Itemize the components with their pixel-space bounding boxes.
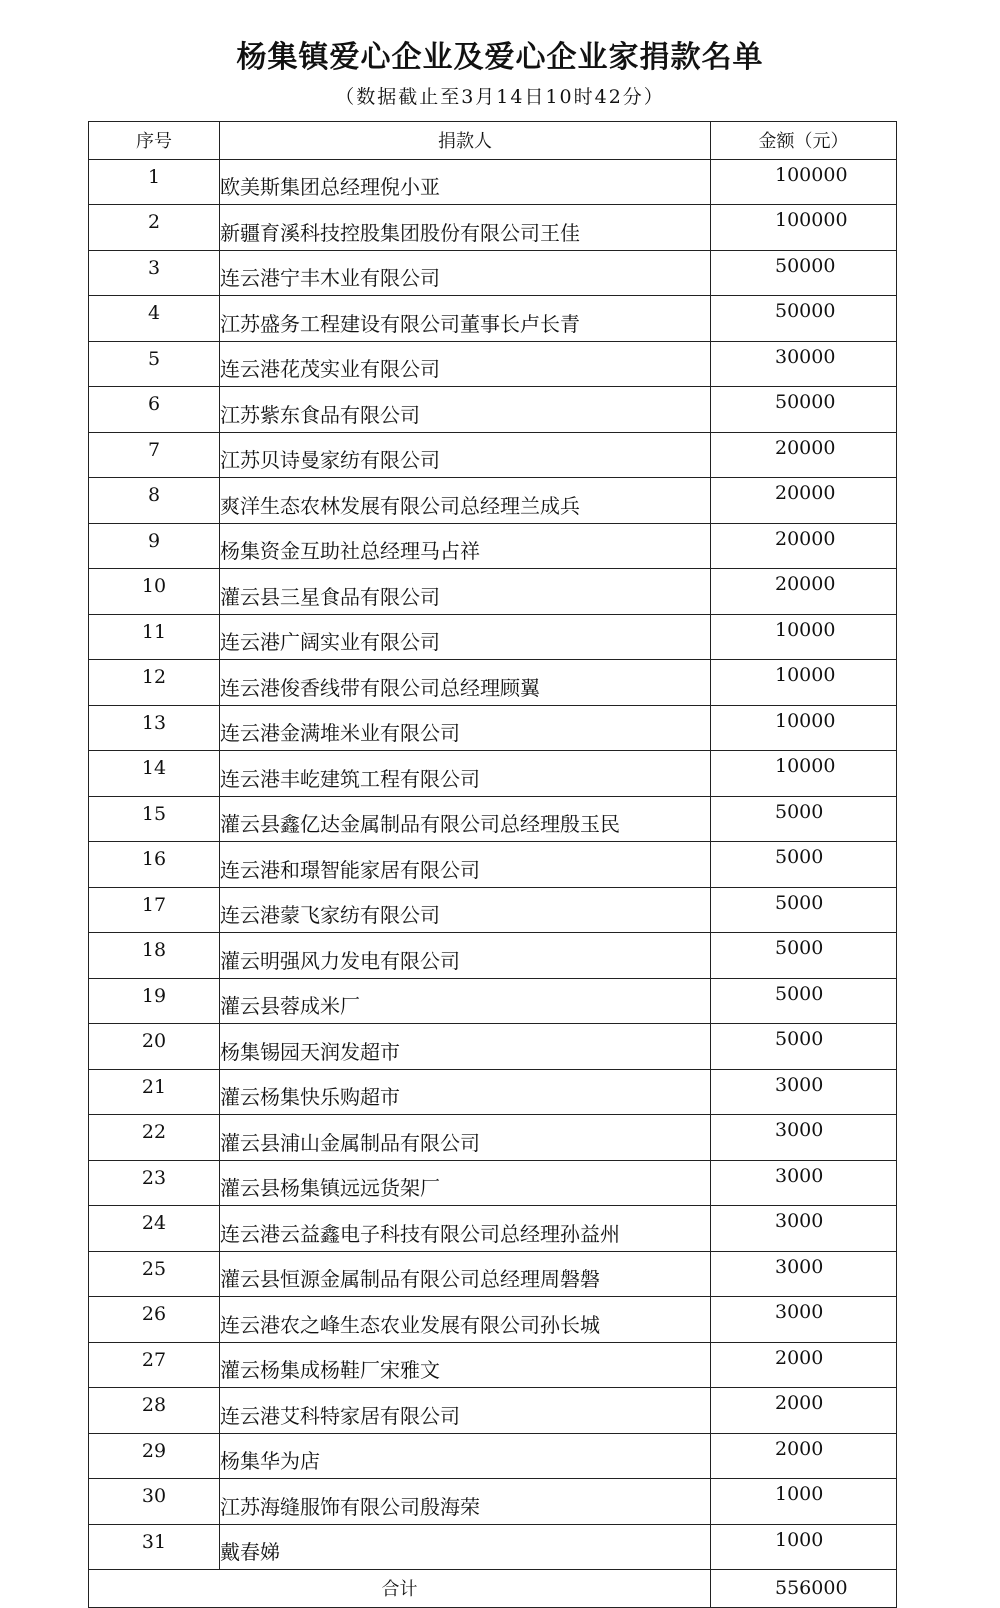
document-subtitle: （数据截止至3月14日10时42分） — [335, 86, 665, 108]
row-amount: 2000 — [711, 1433, 897, 1479]
table-body — [89, 159, 897, 1570]
header-amount: 金额（元） — [711, 122, 897, 160]
row-seq: 27 — [89, 1342, 220, 1388]
row-seq: 13 — [89, 705, 220, 751]
row-donor: 连云港丰屹建筑工程有限公司 — [220, 751, 711, 797]
row-donor: 灌云县蓉成米厂 — [220, 978, 711, 1024]
row-donor: 连云港农之峰生态农业发展有限公司孙长城 — [220, 1297, 711, 1343]
row-amount: 100000 — [711, 159, 897, 205]
row-amount: 2000 — [711, 1342, 897, 1388]
row-seq: 15 — [89, 796, 220, 842]
row-seq: 7 — [89, 432, 220, 478]
row-amount: 3000 — [711, 1251, 897, 1297]
row-donor: 杨集锡园天润发超市 — [220, 1024, 711, 1070]
row-seq: 20 — [89, 1024, 220, 1070]
table-row — [89, 1388, 897, 1434]
row-amount: 10000 — [711, 751, 897, 797]
row-donor: 戴春娣 — [220, 1524, 711, 1570]
row-amount: 20000 — [711, 478, 897, 524]
total-row — [89, 1570, 897, 1608]
row-donor: 江苏紫东食品有限公司 — [220, 387, 711, 433]
row-seq: 12 — [89, 660, 220, 706]
row-donor: 欧美斯集团总经理倪小亚 — [220, 159, 711, 205]
row-donor: 连云港蒙飞家纺有限公司 — [220, 887, 711, 933]
donation-table — [88, 121, 897, 1608]
table-row — [89, 1069, 897, 1115]
table-header-row — [89, 122, 897, 160]
row-amount: 3000 — [711, 1115, 897, 1161]
table-row — [89, 1206, 897, 1252]
row-donor: 连云港花茂实业有限公司 — [220, 341, 711, 387]
table-row — [89, 1024, 897, 1070]
table-row — [89, 705, 897, 751]
row-seq: 31 — [89, 1524, 220, 1570]
row-amount: 50000 — [711, 387, 897, 433]
table-row — [89, 660, 897, 706]
row-amount: 10000 — [711, 614, 897, 660]
row-donor: 江苏盛务工程建设有限公司董事长卢长青 — [220, 296, 711, 342]
row-seq: 2 — [89, 205, 220, 251]
table-row — [89, 478, 897, 524]
row-amount: 5000 — [711, 978, 897, 1024]
table-row — [89, 1251, 897, 1297]
row-donor: 连云港和璟智能家居有限公司 — [220, 842, 711, 888]
row-amount: 5000 — [711, 887, 897, 933]
row-seq: 18 — [89, 933, 220, 979]
header-seq: 序号 — [89, 122, 220, 160]
table-row — [89, 159, 897, 205]
row-amount: 2000 — [711, 1388, 897, 1434]
row-donor: 灌云县鑫亿达金属制品有限公司总经理殷玉民 — [220, 796, 711, 842]
row-seq: 9 — [89, 523, 220, 569]
row-amount: 1000 — [711, 1479, 897, 1525]
table-row — [89, 1479, 897, 1525]
total-amount: 556000 — [711, 1570, 897, 1608]
row-donor: 灌云县杨集镇远远货架厂 — [220, 1160, 711, 1206]
row-donor: 杨集资金互助社总经理马占祥 — [220, 523, 711, 569]
row-donor: 连云港金满堆米业有限公司 — [220, 705, 711, 751]
table-row — [89, 614, 897, 660]
row-donor: 江苏贝诗曼家纺有限公司 — [220, 432, 711, 478]
row-amount: 20000 — [711, 569, 897, 615]
row-seq: 5 — [89, 341, 220, 387]
row-donor: 连云港俊香线带有限公司总经理顾翼 — [220, 660, 711, 706]
table-row — [89, 751, 897, 797]
row-donor: 爽洋生态农林发展有限公司总经理兰成兵 — [220, 478, 711, 524]
row-amount: 30000 — [711, 341, 897, 387]
row-amount: 3000 — [711, 1297, 897, 1343]
row-donor: 连云港宁丰木业有限公司 — [220, 250, 711, 296]
table-row — [89, 387, 897, 433]
row-seq: 14 — [89, 751, 220, 797]
row-seq: 11 — [89, 614, 220, 660]
document-title: 杨集镇爱心企业及爱心企业家捐款名单 — [236, 40, 764, 75]
row-donor: 连云港云益鑫电子科技有限公司总经理孙益州 — [220, 1206, 711, 1252]
row-seq: 10 — [89, 569, 220, 615]
table-row — [89, 1433, 897, 1479]
row-amount: 3000 — [711, 1069, 897, 1115]
row-amount: 20000 — [711, 432, 897, 478]
row-donor: 连云港广阔实业有限公司 — [220, 614, 711, 660]
row-donor: 灌云杨集成杨鞋厂宋雅文 — [220, 1342, 711, 1388]
row-amount: 3000 — [711, 1160, 897, 1206]
table-row — [89, 205, 897, 251]
row-seq: 22 — [89, 1115, 220, 1161]
row-amount: 3000 — [711, 1206, 897, 1252]
row-seq: 26 — [89, 1297, 220, 1343]
header-donor: 捐款人 — [220, 122, 711, 160]
row-seq: 8 — [89, 478, 220, 524]
table-row — [89, 1342, 897, 1388]
row-donor: 灌云明强风力发电有限公司 — [220, 933, 711, 979]
table-row — [89, 887, 897, 933]
row-donor: 灌云县浦山金属制品有限公司 — [220, 1115, 711, 1161]
table-row — [89, 523, 897, 569]
row-donor: 灌云县恒源金属制品有限公司总经理周磐磐 — [220, 1251, 711, 1297]
row-donor: 江苏海缝服饰有限公司殷海荣 — [220, 1479, 711, 1525]
table-row — [89, 933, 897, 979]
row-seq: 28 — [89, 1388, 220, 1434]
row-donor: 灌云杨集快乐购超市 — [220, 1069, 711, 1115]
table-row — [89, 842, 897, 888]
row-seq: 25 — [89, 1251, 220, 1297]
row-amount: 5000 — [711, 796, 897, 842]
row-amount: 50000 — [711, 296, 897, 342]
row-amount: 5000 — [711, 1024, 897, 1070]
table-row — [89, 250, 897, 296]
row-donor: 连云港艾科特家居有限公司 — [220, 1388, 711, 1434]
total-label: 合计 — [89, 1570, 711, 1608]
row-amount: 50000 — [711, 250, 897, 296]
row-donor: 杨集华为店 — [220, 1433, 711, 1479]
table-row — [89, 569, 897, 615]
table-row — [89, 341, 897, 387]
row-amount: 100000 — [711, 205, 897, 251]
table-row — [89, 978, 897, 1024]
row-seq: 21 — [89, 1069, 220, 1115]
row-seq: 6 — [89, 387, 220, 433]
table-row — [89, 1115, 897, 1161]
row-seq: 4 — [89, 296, 220, 342]
table-row — [89, 296, 897, 342]
row-seq: 16 — [89, 842, 220, 888]
row-seq: 19 — [89, 978, 220, 1024]
row-amount: 5000 — [711, 933, 897, 979]
table-row — [89, 1297, 897, 1343]
table-row — [89, 1160, 897, 1206]
row-amount: 5000 — [711, 842, 897, 888]
row-amount: 20000 — [711, 523, 897, 569]
row-donor: 新疆育溪科技控股集团股份有限公司王佳 — [220, 205, 711, 251]
row-seq: 30 — [89, 1479, 220, 1525]
row-seq: 3 — [89, 250, 220, 296]
row-seq: 23 — [89, 1160, 220, 1206]
row-amount: 1000 — [711, 1524, 897, 1570]
row-seq: 24 — [89, 1206, 220, 1252]
table-row — [89, 796, 897, 842]
row-amount: 10000 — [711, 705, 897, 751]
table-row — [89, 1524, 897, 1570]
row-donor: 灌云县三星食品有限公司 — [220, 569, 711, 615]
row-seq: 29 — [89, 1433, 220, 1479]
row-seq: 17 — [89, 887, 220, 933]
row-amount: 10000 — [711, 660, 897, 706]
table-row — [89, 432, 897, 478]
row-seq: 1 — [89, 159, 220, 205]
